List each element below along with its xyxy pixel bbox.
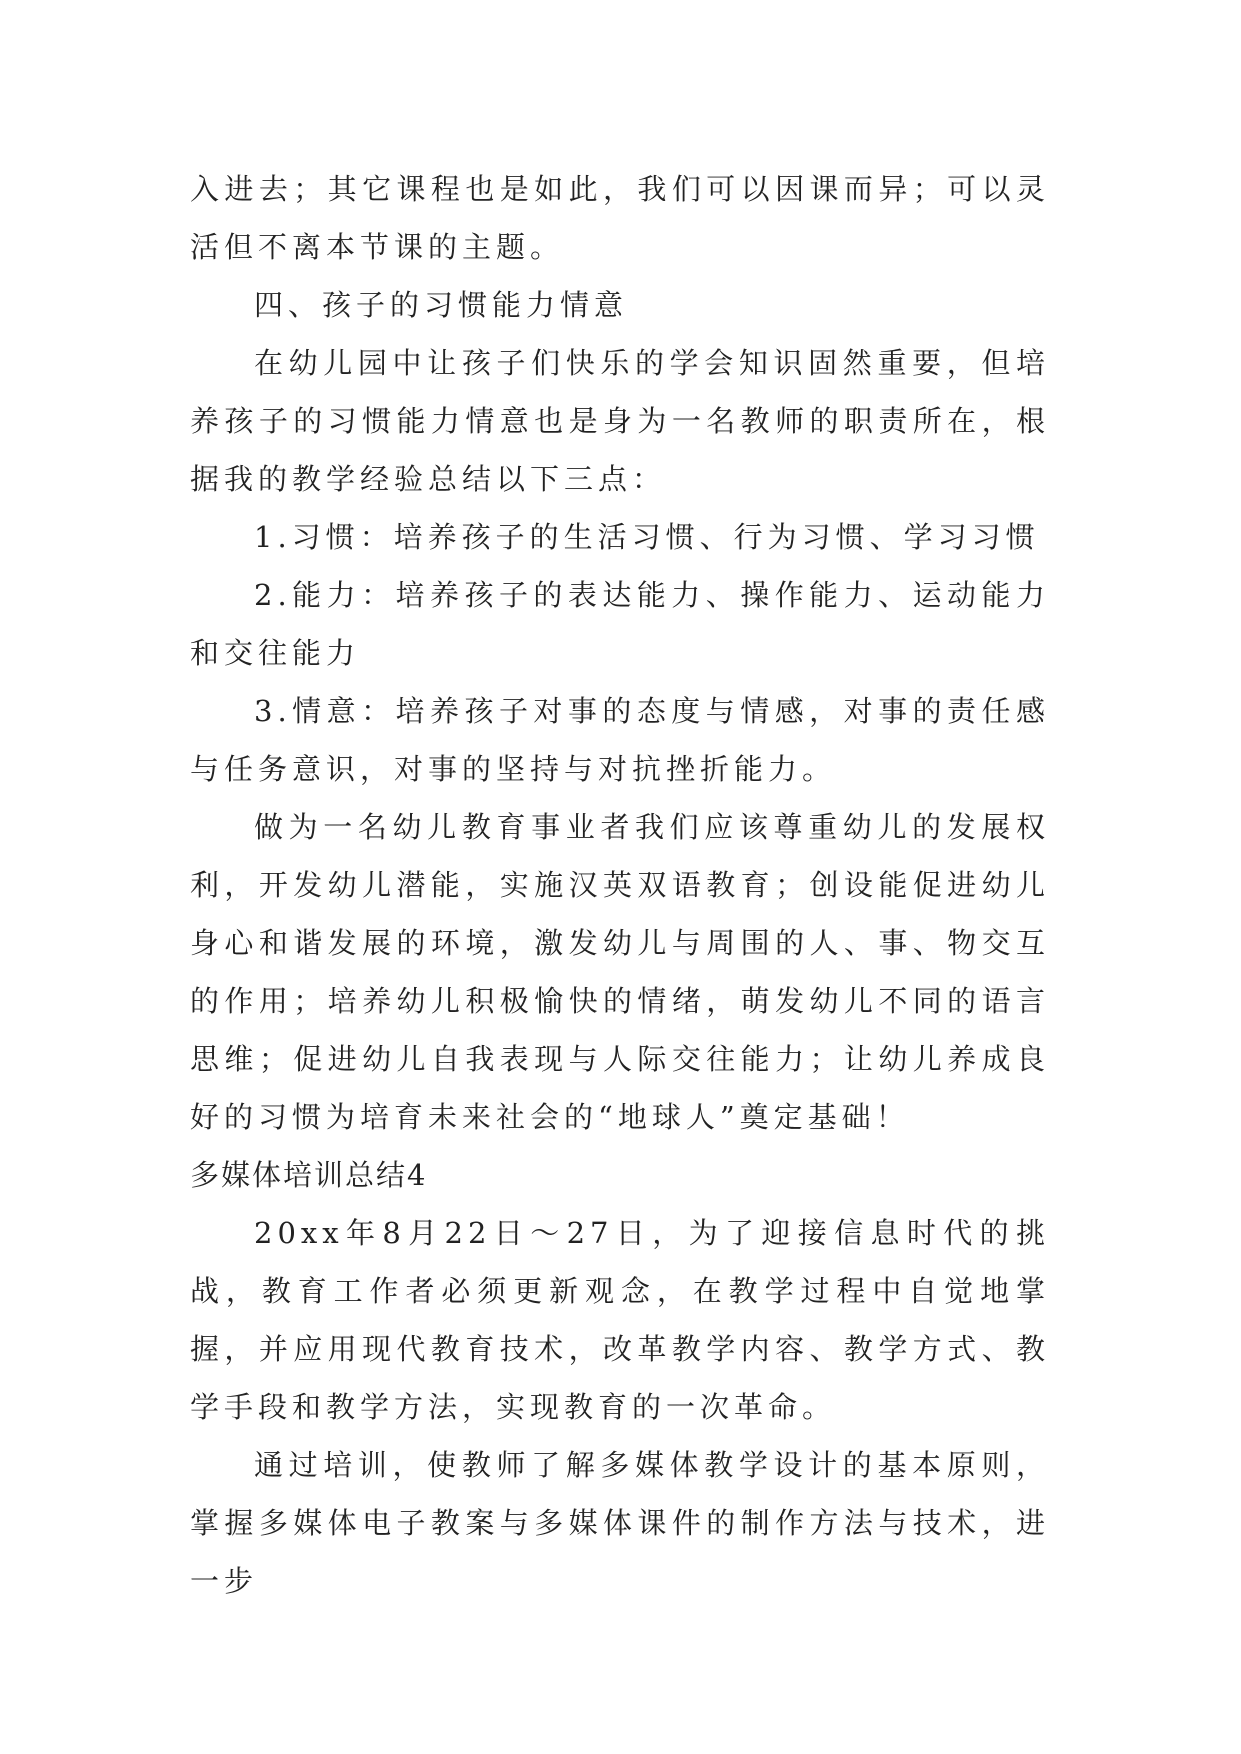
paragraph-intro: 在幼儿园中让孩子们快乐的学会知识固然重要，但培养孩子的习惯能力情意也是身为一名教师的职责所在，根据我的教学经验总结以下三点： [190,346,1050,496]
paragraph-continuation: 入进去；其它课程也是如此，我们可以因课而异；可以灵活但不离本节课的主题。 [190,172,1050,264]
document-page [190,160,1050,1610]
list-item-habit: 1.习惯：培养孩子的生活习惯、行为习惯、学习习惯 [254,520,1040,554]
section-heading-habits: 四、孩子的习惯能力情意 [254,288,629,322]
list-item-ability: 2.能力：培养孩子的表达能力、操作能力、运动能力和交往能力 [190,578,1050,670]
paragraph-training-goal: 通过培训，使教师了解多媒体教学设计的基本原则，掌握多媒体电子教案与多媒体课件的制作方法与技术，进一步 [190,1448,1050,1598]
paragraph-training-date: 20xx年8月22日～27日，为了迎接信息时代的挑战，教育工作者必须更新观念，在教学过程中自觉地掌握，并应用现代教育技术，改革教学内容、教学方式、教学手段和教学方法，实现教育的一次革命。 [190,1216,1050,1424]
paragraph-conclusion: 做为一名幼儿教育事业者我们应该尊重幼儿的发展权利，开发幼儿潜能，实施汉英双语教育；创设能促进幼儿身心和谐发展的环境，激发幼儿与周围的人、事、物交互的作用；培养幼儿积极愉快的情绪，萌发幼儿不同的语言思维；促进幼儿自我表现与人际交往能力；让幼儿养成良好的习惯为培育未来社会的“地球人”奠定基础！ [190,810,1050,1134]
section-title: 多媒体培训总结4 [190,1158,428,1192]
list-item-emotion: 3.情意：培养孩子对事的态度与情感，对事的责任感与任务意识，对事的坚持与对抗挫折能力。 [190,694,1050,786]
